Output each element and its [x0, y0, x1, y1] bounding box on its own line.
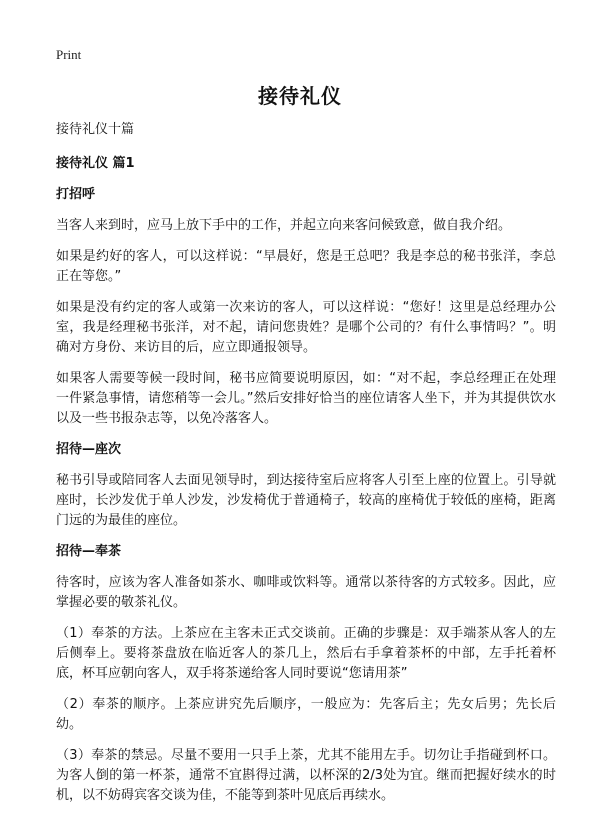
document-body: [56, 120, 556, 817]
document-subtitle: 接待礼仪十篇: [56, 122, 135, 137]
subsection-heading-tea: 招待—奉茶: [56, 544, 122, 559]
subsection-heading-seating: 招待—座次: [56, 442, 122, 457]
print-link[interactable]: Print: [56, 47, 82, 62]
section-heading: 接待礼仪 篇1: [56, 156, 135, 171]
paragraph: 如果是约好的客人，可以这样说：“早晨好，您是王总吧？我是李总的秘书张洋，李总正在等您。”: [56, 249, 556, 284]
paragraph: （1）奉茶的方法。上茶应在主客未正式交谈前。正确的步骤是：双手端茶从客人的左后侧奉上。要将茶盘放在临近客人的茶几上，然后右手拿着茶杯的中部，左手托着杯底，杯耳应朝向客人，双手将茶递给客人同时要说“您请用茶”: [56, 626, 556, 681]
paragraph: （3）奉茶的禁忌。尽量不要用一只手上茶，尤其不能用左手。切勿让手指碰到杯口。为客人倒的第一杯茶，通常不宜斟得过满，以杯深的2/3处为宜。继而把握好续水的时机，以不妨碍宾客交谈为佳，不能等到茶叶见底后再续水。: [56, 748, 556, 803]
paragraph: 秘书引导或陪同客人去面见领导时，到达接待室后应将客人引至上座的位置上。引导就座时，长沙发优于单人沙发，沙发椅优于普通椅子，较高的座椅优于较低的座椅，距离门远的为最佳的座位。: [56, 473, 556, 528]
paragraph: （2）奉茶的顺序。上茶应讲究先后顺序，一般应为：先客后主；先女后男；先长后幼。: [56, 697, 556, 732]
paragraph: 待客时，应该为客人准备如茶水、咖啡或饮料等。通常以茶待客的方式较多。因此，应掌握必要的敬茶礼仪。: [56, 575, 556, 610]
document-title: 接待礼仪: [258, 84, 342, 108]
paragraph: 如果是没有约定的客人或第一次来访的客人，可以这样说：“您好！这里是总经理办公室，我是经理秘书张洋，对不起，请问您贵姓？是哪个公司的？有什么事情吗？”。明确对方身份、来访目的后，应立即通报领导。: [56, 300, 556, 355]
paragraph: 当客人来到时，应马上放下手中的工作，并起立向来客问候致意，做自我介绍。: [56, 218, 512, 233]
subsection-heading-greeting: 打招呼: [56, 187, 96, 202]
paragraph: 如果客人需要等候一段时间，秘书应简要说明原因，如：“对不起，李总经理正在处理一件紧急事情，请您稍等一会儿。”然后安排好恰当的座位请客人坐下，并为其提供饮水以及一些书报杂志等，以免冷落客人。: [56, 371, 556, 426]
